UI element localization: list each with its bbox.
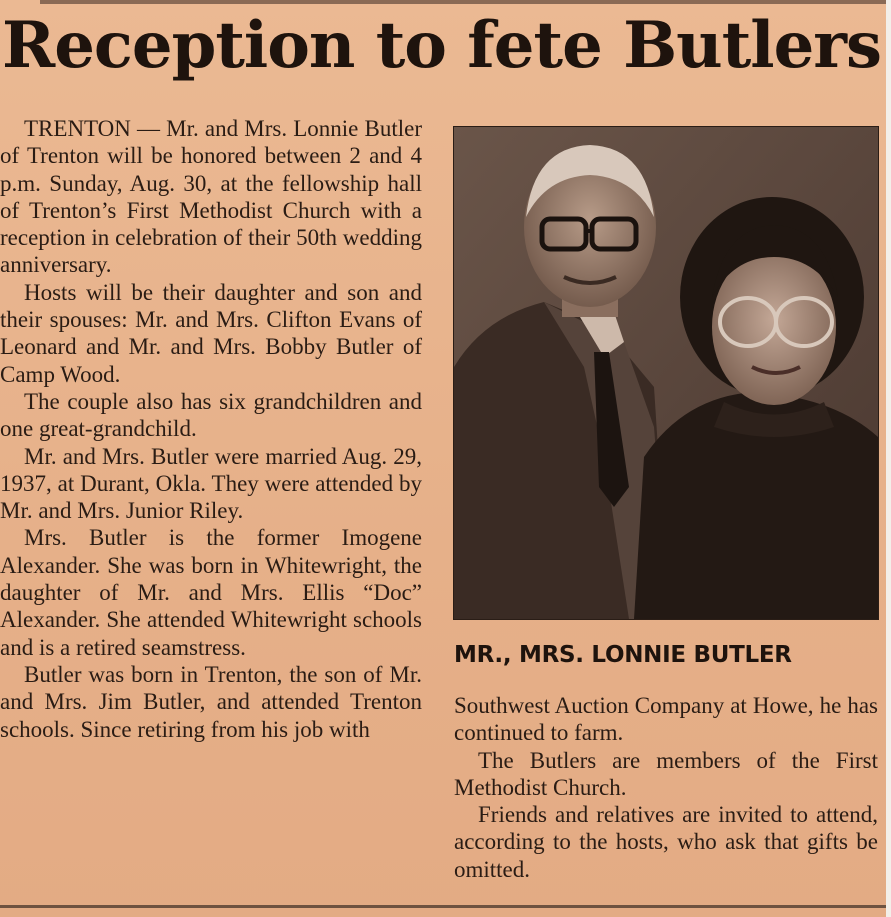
article-right-column xyxy=(454,692,878,883)
paragraph-7: Southwest Auction Company at Howe, he has continued to farm. xyxy=(454,693,878,746)
couple-portrait-photo xyxy=(453,126,879,620)
article-left-column xyxy=(0,115,422,743)
page-edge xyxy=(886,0,891,917)
photo-caption: MR., MRS. LONNIE BUTLER xyxy=(454,642,792,668)
paragraph-9: Friends and relatives are invited to attend, according to the hosts, who ask that gifts be omitted. xyxy=(454,802,878,882)
bottom-rule xyxy=(0,905,891,908)
paragraph-8: The Butlers are members of the First Methodist Church. xyxy=(454,747,878,800)
headline: Reception to fete Butlers xyxy=(2,8,882,83)
paragraph-4: Mr. and Mrs. Butler were married Aug. 29, 1937, at Durant, Okla. They were attended by Mr. and Mrs. Junior Riley. xyxy=(0,443,422,524)
paragraph-2: Hosts will be their daughter and son and their spouses: Mr. and Mrs. Clifton Evans of Leonard and Mr. and Mrs. Bobby Butler of Camp Wood. xyxy=(0,279,422,387)
portrait-illustration xyxy=(454,127,878,619)
paragraph-6: Butler was born in Trenton, the son of Mr. and Mrs. Jim Butler, and attended Trenton schools. Since retiring from his job with xyxy=(0,661,422,742)
top-rule xyxy=(40,0,891,4)
paragraph-5: Mrs. Butler is the former Imogene Alexander. She was born in Whitewright, the daughter of Mr. and Mrs. Ellis “Doc” Alexander. She attended Whitewright schools and is a retired seamstress. xyxy=(0,525,422,660)
paragraph-1: TRENTON — Mr. and Mrs. Lonnie Butler of Trenton will be honored between 2 and 4 p.m. Sunday, Aug. 30, at the fellowship hall of Trenton’s First Methodist Church with a reception in celebration of their 50th wedding anniversary. xyxy=(0,116,422,278)
paragraph-3: The couple also has six grandchildren and one great-grandchild. xyxy=(0,388,422,442)
